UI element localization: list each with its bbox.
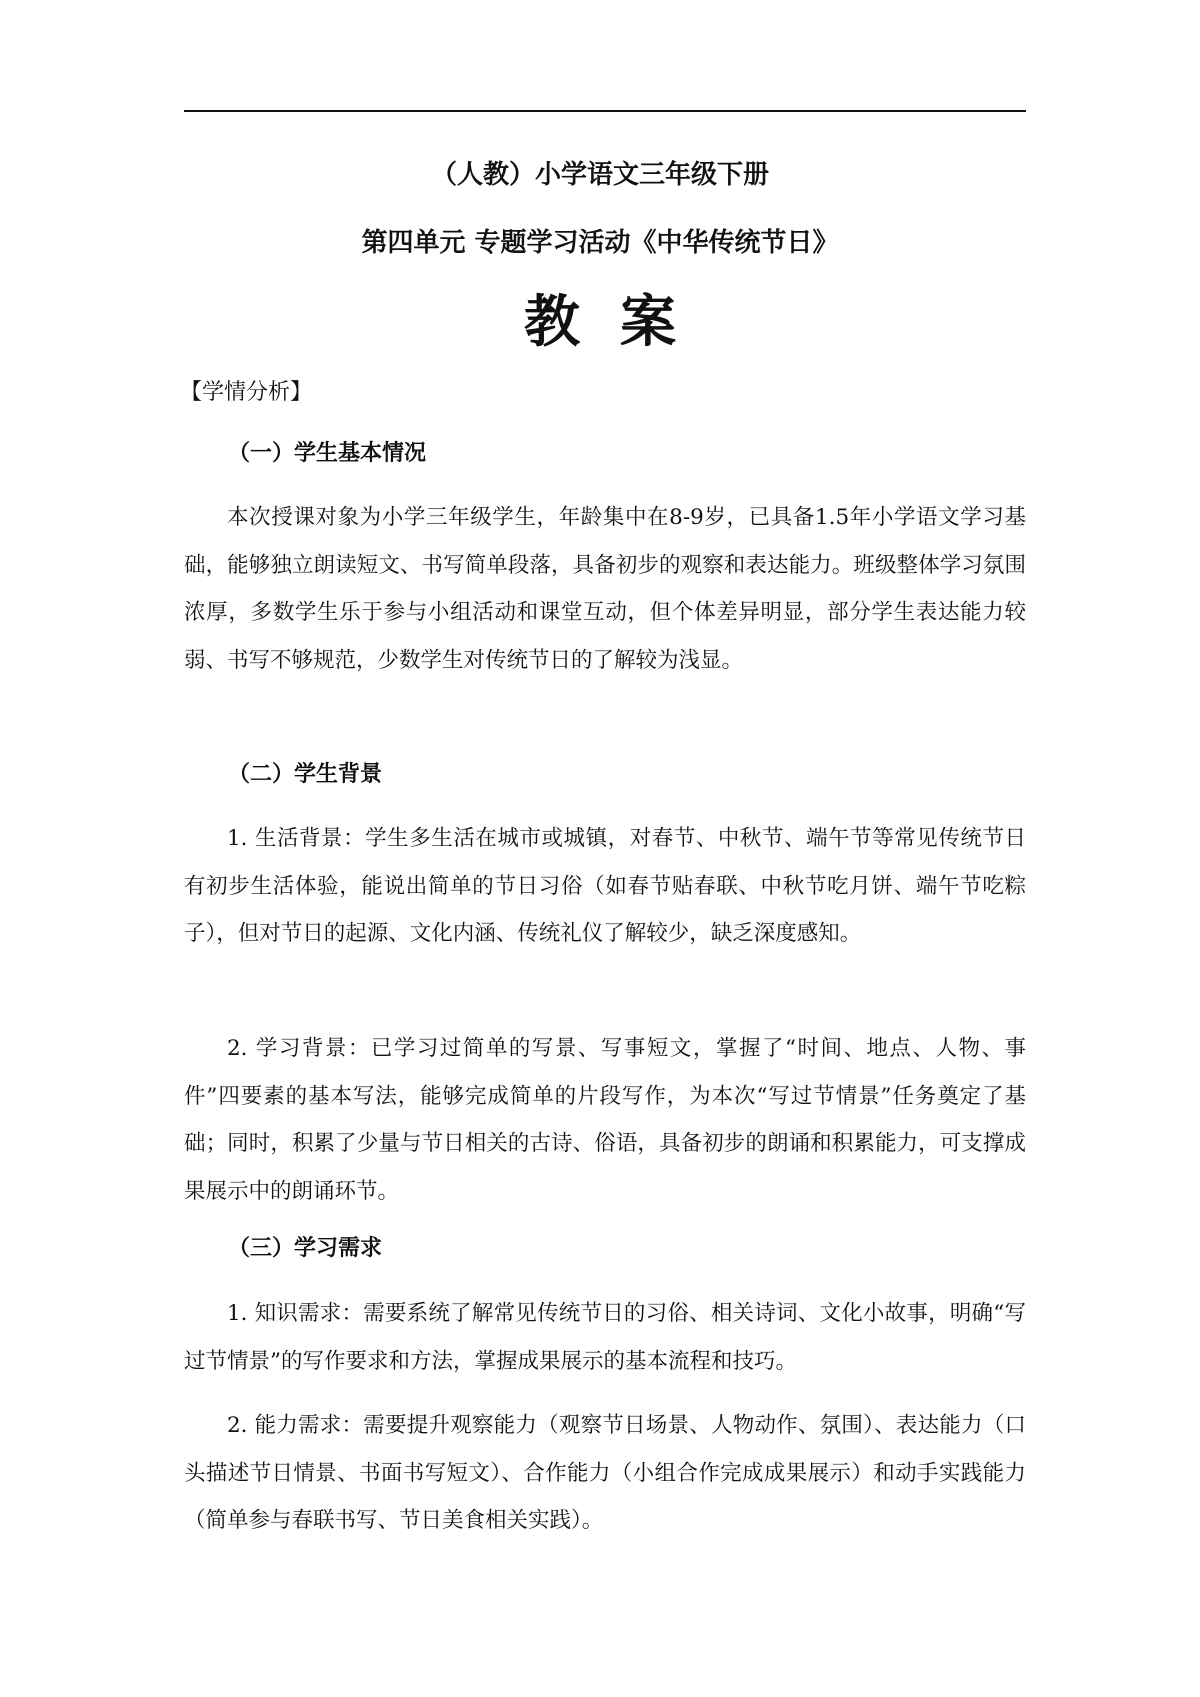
document-title-publisher-grade: （人教）小学语文三年级下册 [430, 160, 769, 190]
paragraph-life-background: 1. 生活背景：学生多生活在城市或城镇，对春节、中秋节、端午节等常见传统节日有初步生活体验，能说出简单的节日习俗（如春节贴春联、中秋节吃月饼、端午节吃粽子），但对节日的起源、文化内涵、传统礼仪了解较少，缺乏深度感知。 [184, 826, 1026, 946]
subsection-heading-basic-info: （一）学生基本情况 [228, 441, 427, 466]
paragraph-basic-info: 本次授课对象为小学三年级学生，年龄集中在8-9岁，已具备1.5年小学语文学习基础，能够独立朗读短文、书写简单段落，具备初步的观察和表达能力。班级整体学习氛围浓厚，多数学生乐于参与小组活动和课堂互动，但个体差异明显，部分学生表达能力较弱、书写不够规范，少数学生对传统节日的了解较为浅显。 [184, 505, 1026, 673]
subsection-heading-learning-needs: （三）学习需求 [228, 1236, 383, 1261]
subsection-heading-background: （二）学生背景 [228, 762, 383, 787]
document-title-type: 教案 [524, 290, 716, 355]
paragraph-ability-needs: 2. 能力需求：需要提升观察能力（观察节日场景、人物动作、氛围）、表达能力（口头描述节日情景、书面书写短文）、合作能力（小组合作完成成果展示）和动手实践能力（简单参与春联书写、节日美食相关实践）。 [184, 1413, 1026, 1533]
paragraph-knowledge-needs: 1. 知识需求：需要系统了解常见传统节日的习俗、相关诗词、文化小故事，明确“写过节情景”的写作要求和方法，掌握成果展示的基本流程和技巧。 [184, 1301, 1026, 1374]
document-title-unit: 第四单元 专题学习活动《中华传统节日》 [361, 228, 839, 258]
header-rule [184, 110, 1026, 112]
section-heading-learner-analysis: 【学情分析】 [180, 380, 313, 405]
paragraph-study-background: 2. 学习背景：已学习过简单的写景、写事短文，掌握了“时间、地点、人物、事件”四要素的基本写法，能够完成简单的片段写作，为本次“写过节情景”任务奠定了基础；同时，积累了少量与节日相关的古诗、俗语，具备初步的朗诵和积累能力，可支撑成果展示中的朗诵环节。 [184, 1036, 1026, 1204]
